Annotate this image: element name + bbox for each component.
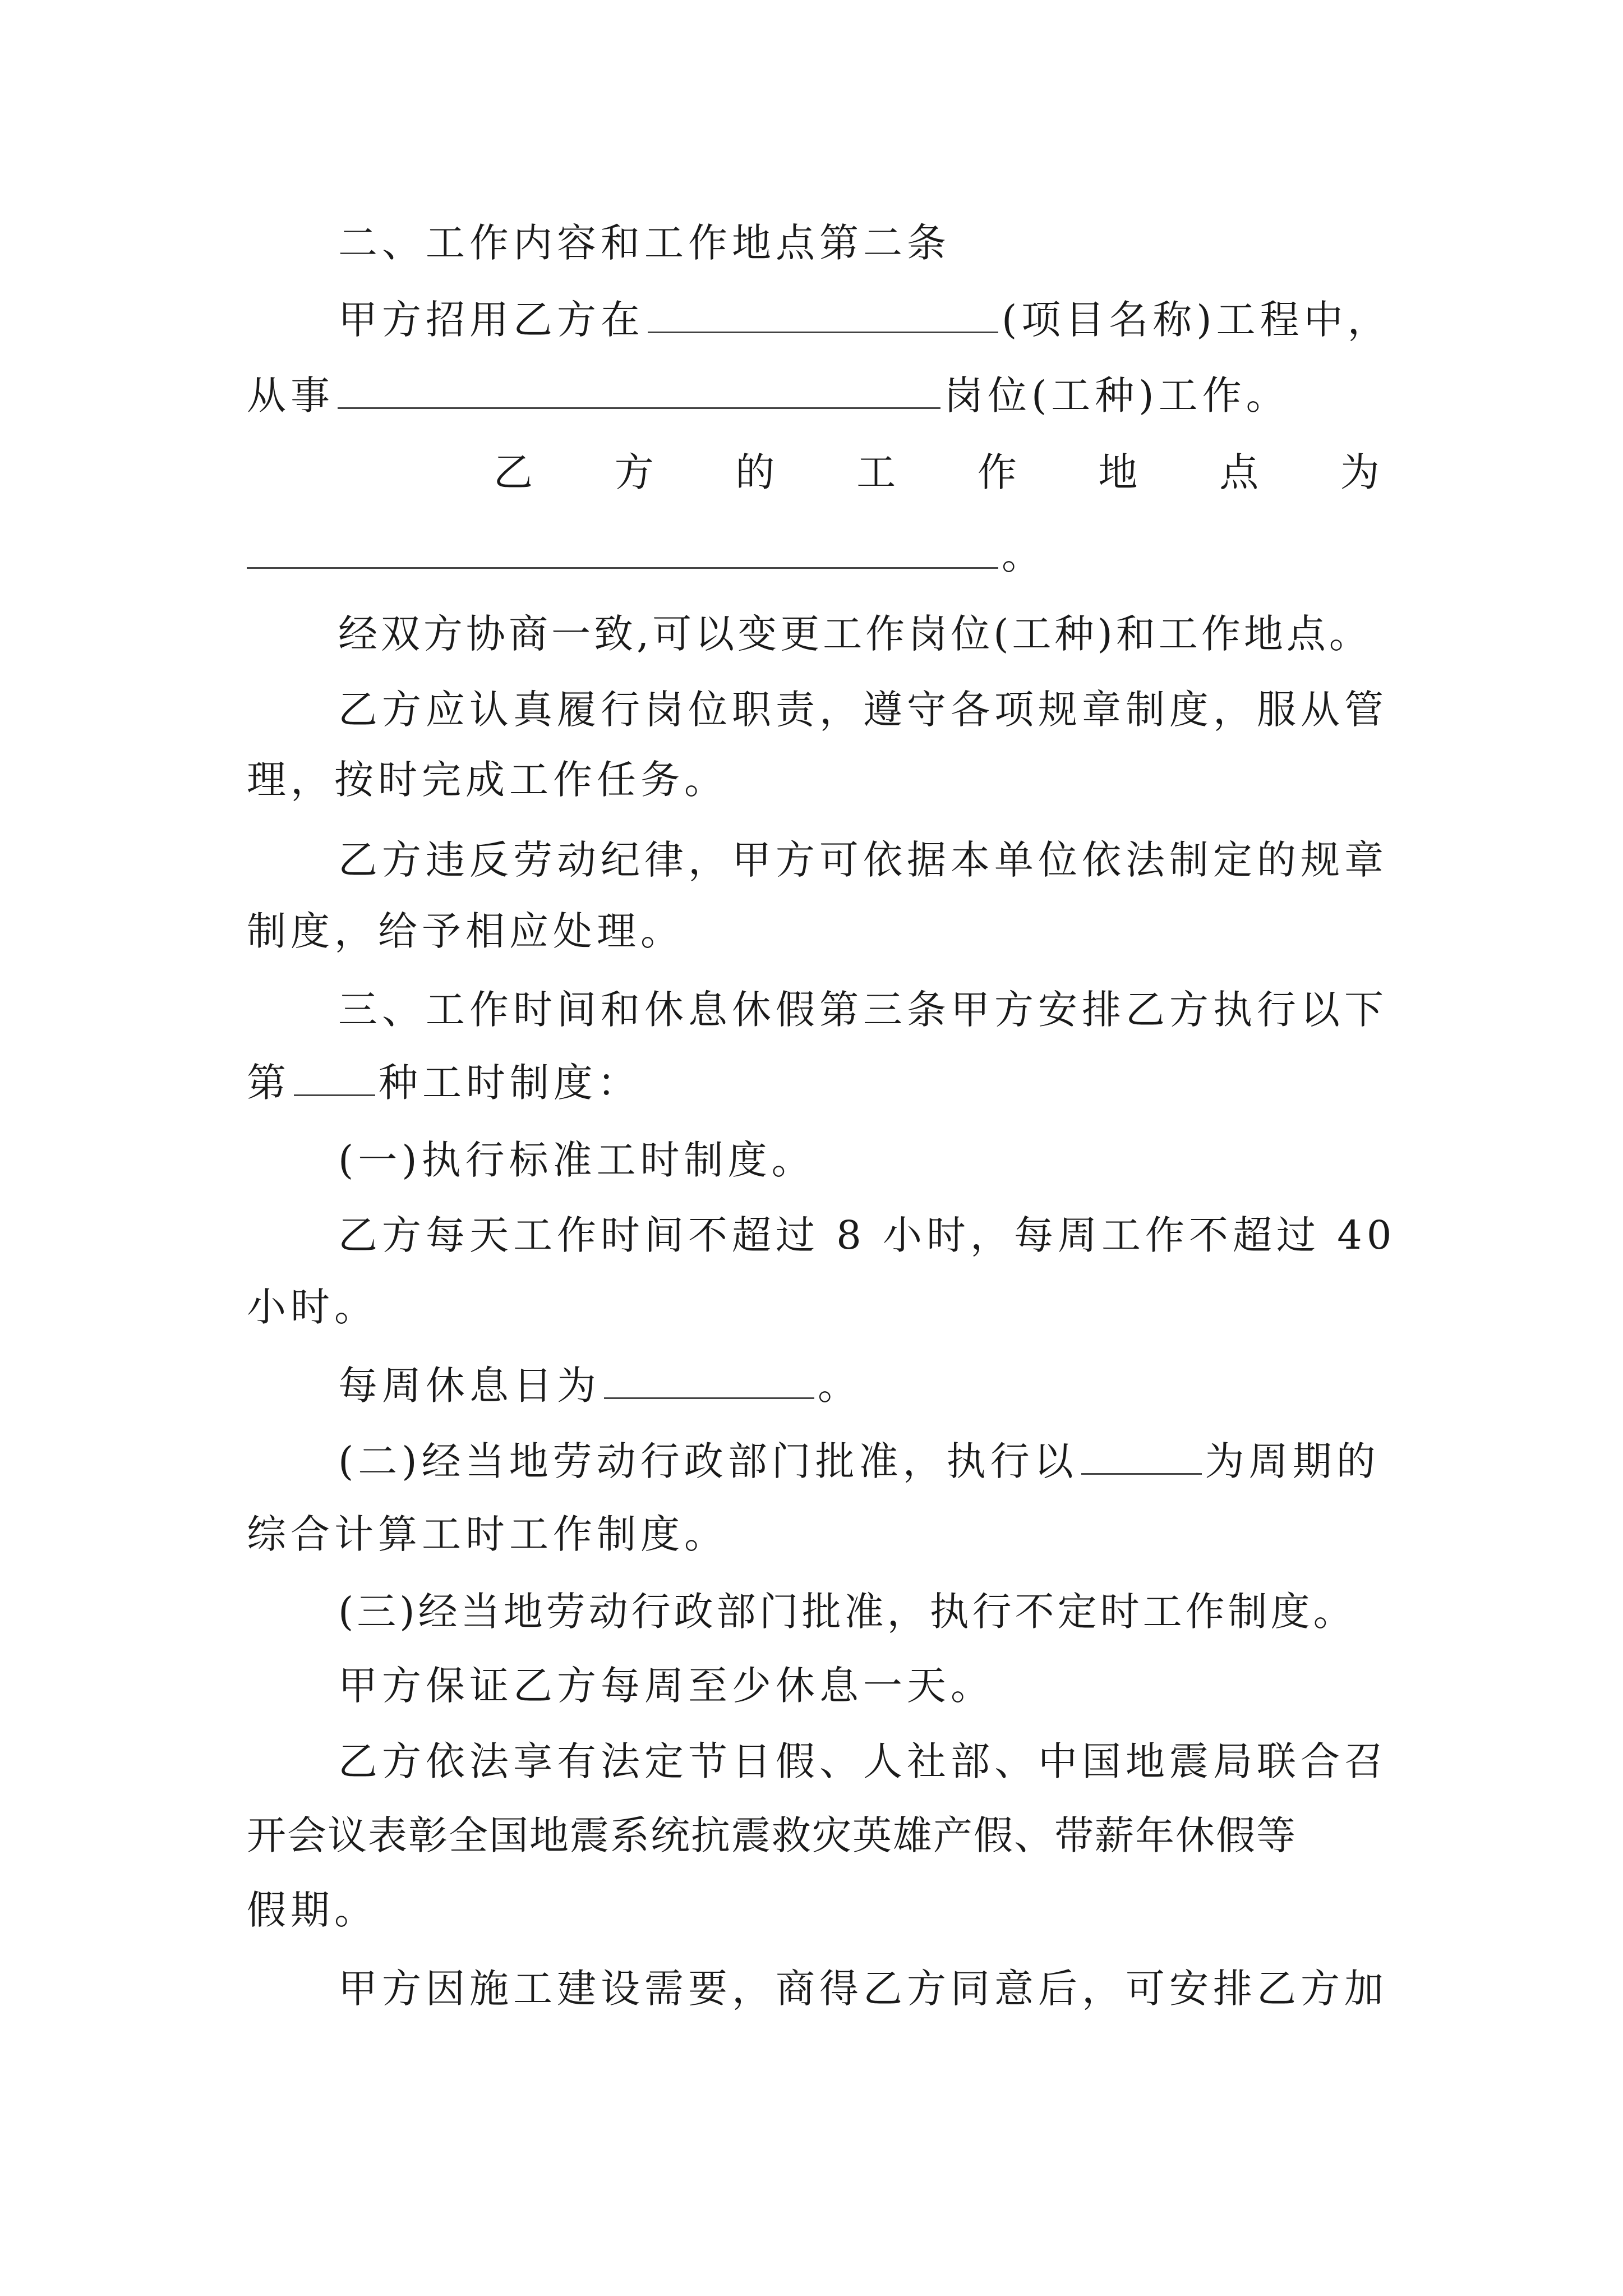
text-line: (二)经当地劳动行政部门批准，执行以 — [338, 1438, 1078, 1484]
workplace-char: 乙 — [494, 449, 533, 495]
paragraph-line — [247, 752, 1380, 808]
text-line: 每周休息日为 — [338, 1363, 601, 1409]
text-line: 开会议表彰全国地震系统抗震救灾英雄产假、带薪年休假等 — [247, 1812, 1297, 1858]
paragraph-line — [338, 606, 1471, 662]
workplace-char: 工 — [856, 449, 896, 495]
workplace-char: 为 — [1340, 449, 1380, 495]
paragraph-line — [247, 1055, 1380, 1111]
paragraph-line — [338, 292, 1471, 348]
fill-in-blank-period[interactable] — [1081, 1434, 1202, 1475]
fill-in-blank-rest-day[interactable] — [604, 1358, 814, 1399]
text-line: 乙方应认真履行岗位职责，遵守各项规章制度，服从管 — [338, 687, 1388, 733]
text-line: 三、工作时间和休息休假第三条甲方安排乙方执行以下 — [338, 987, 1388, 1033]
paragraph-line — [247, 1506, 1380, 1562]
text-line: 乙方每天工作时间不超过 8 小时，每周工作不超过 40 — [338, 1212, 1396, 1258]
text-line: 甲方保证乙方每周至少休息一天。 — [338, 1663, 994, 1709]
text-line: (项目名称)工程中， — [1002, 297, 1391, 343]
text-line: 小时。 — [247, 1284, 378, 1330]
paragraph-line — [338, 1358, 1471, 1414]
text-line: 从事 — [247, 372, 334, 418]
fill-in-blank-workplace[interactable] — [247, 528, 998, 569]
paragraph-line — [247, 903, 1380, 959]
text-line: 经双方协商一致,可以变更工作岗位(工种)和工作地点。 — [338, 611, 1372, 657]
text-line: 综合计算工时工作制度。 — [247, 1511, 728, 1557]
text-line: 岗位(工种)工作。 — [944, 372, 1290, 418]
text-line: 理，按时完成工作任务。 — [247, 757, 728, 803]
workplace-char: 的 — [735, 449, 775, 495]
workplace-line — [494, 444, 1380, 500]
text-line: (三)经当地劳动行政部门批准，执行不定时工作制度。 — [338, 1589, 1356, 1635]
text-line: 。 — [1002, 532, 1045, 578]
paragraph-line — [338, 1433, 1471, 1489]
fill-in-blank-project-name[interactable] — [648, 292, 998, 333]
paragraph-line — [247, 367, 1380, 424]
workplace-char: 地 — [1098, 449, 1138, 495]
paragraph-line — [338, 1584, 1471, 1640]
section-heading-3 — [338, 982, 1471, 1038]
text-line: 制度，给予相应处理。 — [247, 908, 684, 954]
text-line: 假期。 — [247, 1887, 378, 1933]
text-line: 甲方招用乙方在 — [338, 297, 644, 343]
paragraph-line — [247, 527, 1380, 583]
paragraph-line — [338, 682, 1471, 738]
paragraph-line — [338, 1658, 1471, 1714]
fill-in-blank-position[interactable] — [338, 368, 940, 409]
paragraph-line — [338, 832, 1471, 888]
fill-in-blank-hour-system[interactable] — [294, 1055, 375, 1096]
text-line: (一)执行标准工时制度。 — [338, 1137, 815, 1183]
paragraph-line — [247, 1882, 1380, 1938]
paragraph-line — [247, 1807, 1380, 1864]
workplace-char: 作 — [977, 449, 1017, 495]
text-line: 乙方违反劳动纪律，甲方可依据本单位依法制定的规章 — [338, 837, 1388, 883]
text-line: 二、工作内容和工作地点第二条 — [338, 220, 951, 266]
text-line: 。 — [818, 1363, 861, 1409]
text-line: 乙方依法享有法定节日假、人社部、中国地震局联合召 — [338, 1738, 1388, 1784]
paragraph-line — [247, 1279, 1380, 1335]
workplace-char: 点 — [1219, 449, 1259, 495]
text-line: 种工时制度： — [379, 1060, 641, 1106]
paragraph-line — [338, 1733, 1471, 1789]
text-line: 为周期的 — [1205, 1438, 1380, 1484]
workplace-char: 方 — [614, 449, 654, 495]
paragraph-line — [338, 1961, 1471, 2017]
paragraph-line — [338, 1132, 1471, 1188]
paragraph-line — [338, 1207, 1471, 1263]
text-line: 第 — [247, 1060, 291, 1106]
text-line: 甲方因施工建设需要，商得乙方同意后，可安排乙方加 — [338, 1966, 1388, 2012]
section-heading-2 — [338, 215, 1471, 271]
